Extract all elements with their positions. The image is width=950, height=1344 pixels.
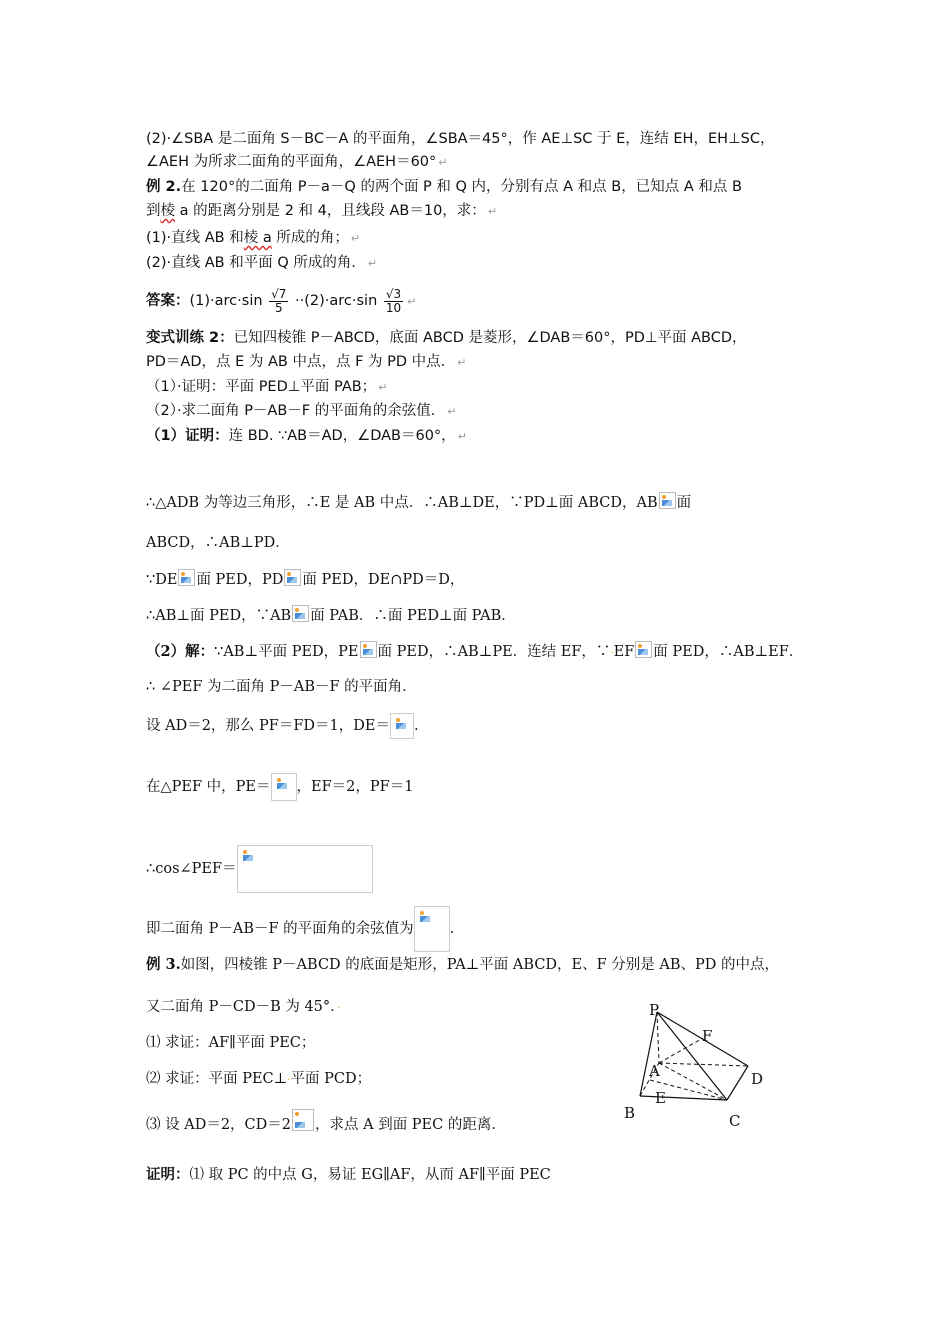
proof-line-3: ∵DE 面 PED，PD 面 PED，DE∩PD＝D， [146, 569, 464, 590]
solution-line-2: ∠AEH 为所求二面角的平面角，∠AEH＝60° ↵ [146, 154, 448, 170]
paragraph-mark-icon: ↵ [457, 430, 467, 443]
edge-AC [659, 1063, 727, 1100]
example-3-question-1: ⑴ 求证：AF∥平面 PEC； [146, 1035, 316, 1051]
paragraph-mark-icon: ↵ [367, 257, 378, 270]
variant-2-question-2: （2）·求二面角 P－AB－F 的平面角的余弦值． ↵ [146, 403, 457, 419]
solution-2-line-1: （2）解：∵AB⊥平面 PED，PE 面 PED，∴AB⊥PE．连结 EF，∵·EF 面 PED，∴AB⊥EF． [146, 643, 804, 660]
edge-PB [640, 1012, 657, 1096]
example-3-label: 例 3. [146, 956, 181, 973]
proof-1-start: （1）证明：连 BD. ∵AB＝AD，∠DAB＝60°， ↵ [146, 428, 467, 444]
example-2-label: 例 2. [146, 179, 182, 195]
label-F: F [702, 1027, 713, 1045]
solution-2-line-2: ∴ ∠PEF 为二面角 P－AB－F 的平面角． [146, 679, 417, 695]
edge-AD [659, 1063, 748, 1066]
broken-image-icon [292, 1109, 314, 1131]
label-A: A [649, 1062, 660, 1080]
solution-line-1: (2)·∠SBA 是二面角 S－BC－A 的平面角，∠SBA＝45°，作 AE⊥SC 于 E，连结 EH，EH⊥SC， [146, 131, 775, 147]
broken-image-icon [284, 569, 301, 586]
fraction-sqrt3-over-10: $\frac{√3}{10}$ [385, 286, 402, 315]
variant-2-label: 变式训练 2： [146, 330, 234, 346]
example-2-question-2: (2)·直线 AB 和平面 Q 所成的角． ↵ [146, 255, 378, 271]
solution-2-line-3: 设 AD＝2，那么 PF＝FD＝1，DE＝ . [146, 713, 419, 739]
edge-PA [657, 1012, 659, 1063]
paragraph-mark-icon: ↵ [407, 295, 417, 308]
answer-line: 答案：(1)·arc·sin $\frac{√7}{5}$ ··(2)·arc·sin $\frac{√3}{10}$ ↵ [146, 286, 417, 315]
label-P: P [649, 1001, 660, 1019]
broken-image-icon [360, 641, 377, 658]
broken-image-icon [275, 776, 290, 791]
label-B: B [624, 1104, 636, 1122]
solution-2-line-5: ∴cos∠PEF＝ [146, 845, 373, 893]
paragraph-mark-icon: ↵ [447, 405, 457, 418]
paragraph-mark-icon: ↵ [487, 205, 498, 218]
broken-image-icon [635, 641, 652, 658]
example-3-line-2: 又二面角 P－CD－B 为 45°．· [146, 999, 341, 1015]
paragraph-mark-icon: ↵ [457, 356, 467, 369]
paragraph-mark-icon: ↵ [438, 156, 448, 169]
pyramid-figure [620, 1000, 780, 1130]
edge-PC [657, 1012, 727, 1100]
proof-line-2: ABCD，∴AB⊥PD． [146, 535, 290, 551]
answer-label: 答案： [146, 293, 190, 309]
example-2-line-2: 到棱 a 的距离分别是 2 和 4，且线段 AB＝10，求： ↵ [146, 203, 498, 219]
broken-image-icon [394, 716, 409, 731]
proof-label: 证明： [146, 1166, 190, 1183]
label-C: C [729, 1112, 741, 1130]
paragraph-mark-icon: ↵ [350, 232, 361, 245]
example-2-question-1: (1)·直线 AB 和棱 a 所成的角； ↵ [146, 230, 361, 246]
broken-image-icon [178, 569, 195, 586]
solution-2-label: （2）解： [146, 643, 215, 660]
variant-2-line-1: 变式训练 2：已知四棱锥 P－ABCD，底面 ABCD 是菱形，∠DAB＝60°，PD⊥平面 ABCD， [146, 330, 747, 346]
proof-line-4: ∴AB⊥面 PED，∵AB 面 PAB．∴面 PED⊥面 PAB． [146, 605, 516, 626]
paragraph-mark-icon: ↵ [378, 381, 388, 394]
broken-image-icon [241, 848, 256, 863]
broken-image-icon [659, 492, 676, 509]
broken-image-icon [292, 605, 309, 622]
formula-image-frame [414, 906, 450, 952]
variant-2-question-1: （1）·证明：平面 PED⊥平面 PAB； ↵ [146, 379, 388, 395]
solution-2-line-4: 在△PEF 中，PE＝ ，EF＝2，PF＝1 [146, 773, 413, 801]
formula-image-frame [390, 713, 414, 739]
example-3-line-1: 例 3.如图，四棱锥 P－ABCD 的底面是矩形，PA⊥平面 ABCD，E、F 分别是 AB、PD 的中点， [146, 956, 780, 973]
solution-2-line-6: 即二面角 P－AB－F 的平面角的余弦值为 . [146, 906, 454, 952]
example-3-proof: 证明：⑴ 取 PC 的中点 G，易证 EG∥AF，从而 AF∥平面 PEC [146, 1166, 551, 1183]
formula-image-frame [271, 773, 297, 801]
formula-image-frame [237, 845, 373, 893]
proof-1-label: （1）证明： [146, 428, 229, 444]
variant-2-line-2: PD＝AD，点 E 为 AB 中点，点 F 为 PD 中点． ↵ [146, 354, 467, 370]
example-3-question-2: ⑵ 求证：平面 PEC⊥·平面 PCD； [146, 1071, 372, 1087]
proof-line-1: ∴△ADB 为等边三角形，∴E 是 AB 中点．∴AB⊥DE，∵PD⊥面 ABCD，AB 面 [146, 492, 691, 513]
example-2-line-1: 例 2.在 120°的二面角 P－a－Q 的两个面 P 和 Q 内，分别有点 A 和点 B，已知点 A 和点 B [146, 179, 742, 195]
edge-CD [727, 1066, 748, 1100]
label-D: D [751, 1070, 764, 1088]
label-E: E [655, 1089, 666, 1107]
example-3-question-3: ⑶ 设 AD＝2，CD＝2 ，求点 A 到面 PEC 的距离． [146, 1109, 506, 1135]
broken-image-icon [418, 909, 433, 924]
fraction-sqrt7-over-5: $\frac{√7}{5}$ [271, 286, 287, 315]
